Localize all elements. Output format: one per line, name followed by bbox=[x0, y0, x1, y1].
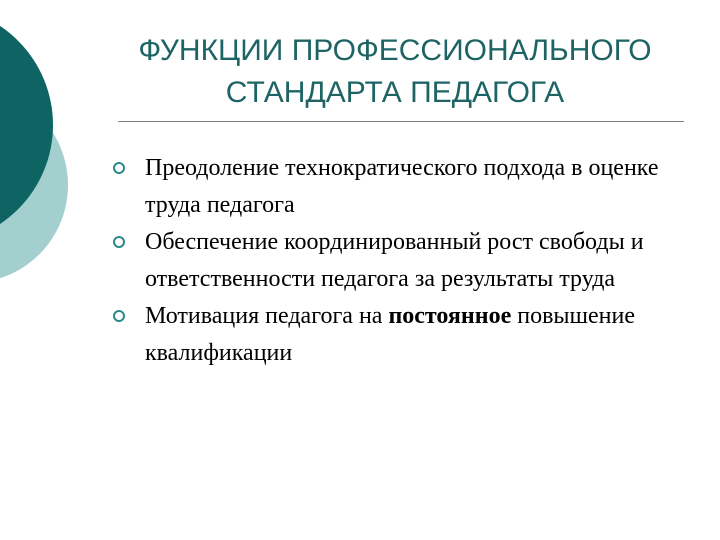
bullet-text-part: повышение квалификации bbox=[145, 303, 636, 366]
hollow-circle-bullet-icon bbox=[113, 310, 125, 322]
hollow-circle-bullet-icon bbox=[113, 162, 125, 174]
bullet-emphasis-text: постоянное bbox=[388, 303, 512, 329]
bullet-text-part: Мотивация педагога на bbox=[145, 303, 389, 329]
bullet-item bbox=[113, 298, 688, 372]
bullet-item bbox=[113, 224, 688, 298]
hollow-circle-bullet-icon bbox=[113, 236, 125, 248]
bullet-item bbox=[113, 150, 688, 224]
title-divider bbox=[118, 121, 684, 122]
bullet-text: Преодоление технократического подхода в оценке труда педагога bbox=[145, 155, 659, 218]
slide-title-line-2: СТАНДАРТА ПЕДАГОГА bbox=[225, 76, 565, 109]
decorative-circles bbox=[0, 0, 120, 300]
slide-title bbox=[110, 30, 680, 114]
bullet-list bbox=[113, 150, 688, 372]
slide-title-line-1: ФУНКЦИИ ПРОФЕССИОНАЛЬНОГО bbox=[138, 34, 652, 67]
bullet-text: Обеспечение координированный рост свободы и ответственности педагога за результаты труда bbox=[145, 229, 644, 292]
